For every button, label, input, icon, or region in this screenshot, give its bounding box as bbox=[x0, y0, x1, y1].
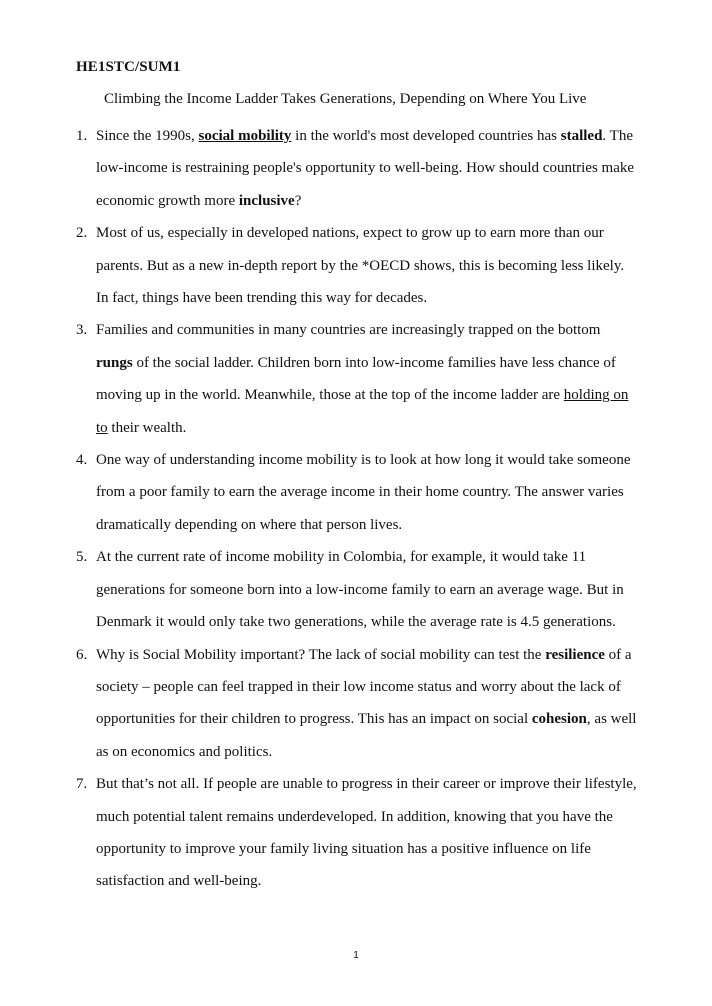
item-number: 1. bbox=[76, 128, 88, 144]
item-number: 6. bbox=[76, 646, 88, 663]
key-term: resilience bbox=[545, 646, 605, 663]
paragraph-text: Why is Social Mobility important? The lack of social mobility can test the resilience of a society – people can feel trapped in their low income status and worry about the lack of opportunities for their children to progress. This has an impact on social cohesion, as well as on economics and politics. bbox=[96, 646, 637, 760]
item-number: 4. bbox=[76, 452, 88, 469]
item-number: 5. bbox=[76, 549, 88, 566]
list-item bbox=[0, 768, 712, 898]
document-code-header: HE1STC/SUM1 bbox=[76, 59, 181, 75]
list-item bbox=[0, 314, 712, 444]
list-item bbox=[0, 120, 712, 217]
paragraph-list bbox=[0, 120, 712, 898]
paragraph-text: But that’s not all. If people are unable to progress in their career or improve their lifestyle, much potential talent remains underdeveloped. In addition, knowing that you have the opportunity to improve your family living situation has a positive influence on life satisfaction and well-being. bbox=[96, 776, 637, 890]
paragraph-text: At the current rate of income mobility in Colombia, for example, it would take 11 generations for someone born into a low-income family to earn an average wage. But in Denmark it would only take two generations, while the average rate is 4.5 generations. bbox=[96, 549, 624, 631]
list-item bbox=[0, 217, 712, 314]
paragraph-text: Most of us, especially in developed nations, expect to grow up to earn more than our parents. But as a new in-depth report by the *OECD shows, this is becoming less likely. In fact, things have been trending this way for decades. bbox=[96, 225, 625, 307]
paragraph-text: One way of understanding income mobility is to look at how long it would take someone from a poor family to earn the average income in their home country. The answer varies dramatically depending on where that person lives. bbox=[96, 452, 631, 533]
key-term: stalled bbox=[560, 128, 603, 144]
underlined-phrase: holding on to bbox=[96, 387, 629, 436]
article-title: Climbing the Income Ladder Takes Generations, Depending on Where You Live bbox=[104, 91, 587, 107]
list-item bbox=[0, 639, 712, 769]
item-number: 2. bbox=[76, 225, 88, 242]
list-item bbox=[0, 541, 712, 638]
page-number: 1 bbox=[353, 950, 359, 961]
paragraph-text: Families and communities in many countries are increasingly trapped on the bottom rungs of the social ladder. Children born into low-income families have less chance of moving up in the world. Meanwhile, those at the top of the income ladder are holding on to their wealth. bbox=[96, 322, 629, 436]
list-item bbox=[0, 444, 712, 541]
key-term: social mobility bbox=[198, 128, 292, 144]
key-term: rungs bbox=[96, 354, 133, 371]
item-number: 7. bbox=[76, 776, 88, 793]
key-term: cohesion bbox=[531, 711, 587, 728]
key-term: inclusive bbox=[238, 192, 295, 209]
item-number: 3. bbox=[76, 322, 88, 339]
paragraph-text: Since the 1990s, social mobility in the world's most developed countries has stalled. The low-income is restraining people's opportunity to well-being. How should countries make economic growth more inclusive? bbox=[96, 128, 635, 209]
